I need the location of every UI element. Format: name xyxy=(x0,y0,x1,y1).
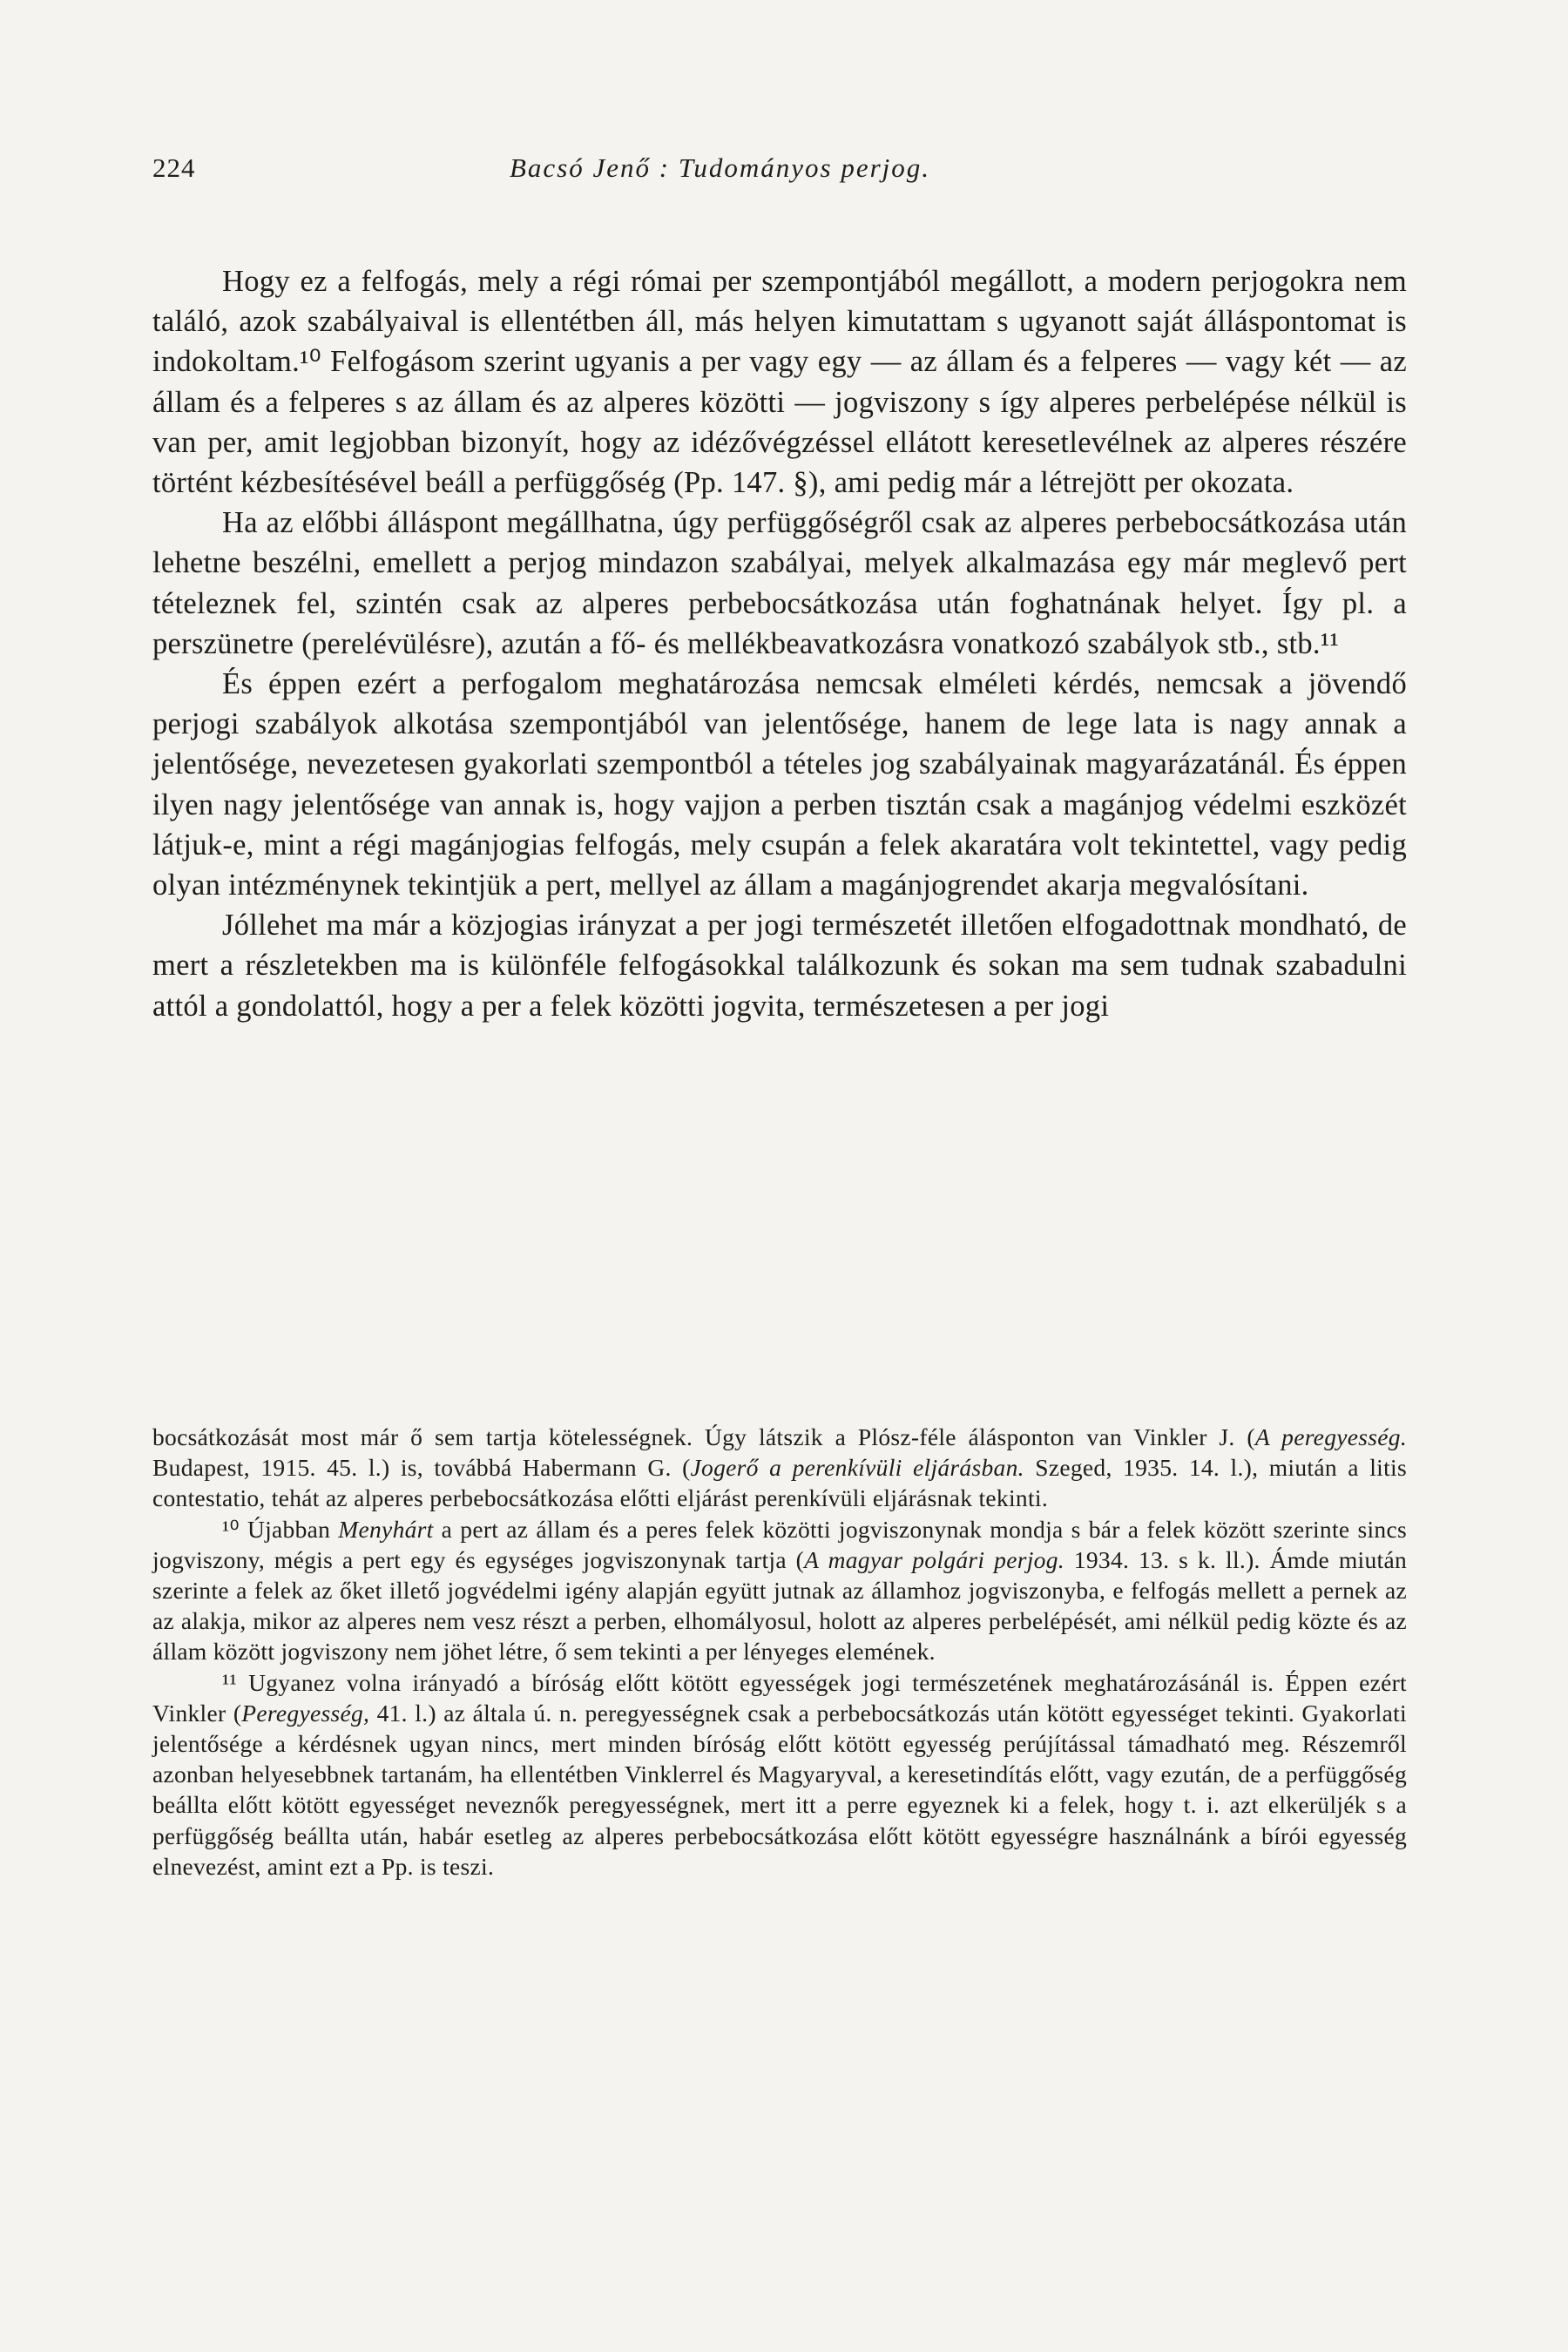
footnote-number: ¹¹ xyxy=(222,1668,238,1696)
paragraph: Ha az előbbi álláspont megállhatna, úgy perfüggőségről csak az alperes perbebocsátkozása után lehetne beszélni, emellett a perjog mindazon szabályai, melyek alkalmazása egy már meglevő pert tételeznek fel, szintén csak az alperes perbebocsátkozása után foghatnának helyet. Így pl. a perszünetre (perelévülésre), azután a fő- és mellékbeavatkozásra vonatkozó szabályok stb., stb.¹¹ xyxy=(152,506,1407,660)
paragraph: És éppen ezért a perfogalom meghatározása nemcsak elméleti kérdés, nemcsak a jövendő perjogi szabályok alkotása szempontjából van jelentősége, hanem de lege lata is nagy annak a jelentősége, nevezetesen gyakorlati szempontból a tételes jog szabályainak magyarázatánál. És éppen ilyen nagy jelentősége van annak is, hogy vajjon a perben tisztán csak a magánjog védelmi eszközét látjuk-e, mint a régi magánjogias felfogás, mely csupán a felek akaratára volt tekintettel, vagy pedig olyan intézménynek tekintjük a pert, mellyel az állam a magánjogrendet akarja megvalósítani. xyxy=(152,667,1407,902)
running-title: Bacsó Jenő : Tudományos perjog. xyxy=(510,152,931,183)
running-head xyxy=(152,152,1407,193)
paragraph: Jóllehet ma már a közjogias irányzat a per jogi természetét illetően elfogadottnak mondható, de mert a részletekben ma is különféle felfogásokkal találkozunk és sokan ma sem tudnak szabadulni attól a gondolattól, hogy a per a felek közötti jogvita, természetesen a per jogi xyxy=(152,909,1407,1023)
page-number: 224 xyxy=(152,152,196,183)
main-text xyxy=(152,261,1407,1026)
paragraph: Hogy ez a felfogás, mely a régi római per szempontjából megállott, a modern perjogokra nem találó, azok szabályaival is ellentétben áll, más helyen kimutattam s ugyanott saját álláspontomat is indokoltam.¹⁰ Felfogásom szerint ugyanis a per vagy egy — az állam és a felperes — vagy két — az állam és a felperes s az állam és az alperes közötti — jogviszony s így alperes perbelépése nélkül is van per, amit legjobban bizonyít, hogy az idézővégzéssel ellátott keresetlevélnek az alperes részére történt kézbesítésével beáll a perfüggőség (Pp. 147. §), ami pedig már a létrejött per okozata. xyxy=(152,265,1407,500)
footnote-10: ¹⁰ Újabban Menyhárt a pert az állam és a peres felek közötti jogviszonynak mondja s bár a felek között szerinte sincs jogviszony, mégis a pert egy és egységes jogviszonynak tartja (A magyar polgári perjog. 1934. 13. s k. ll.). Ámde miután szerinte a felek az őket illető jogvédelmi igény alapján együtt jutnak az államhoz jogviszonyba, e felfogás mellett a pernek az az alakja, mikor az alperes nem vesz részt a perben, elhomályosul, holott az alperes perbelépését, ami nélkül pedig közte és az állam között jogviszony nem jöhet létre, ő sem tekinti a per lényeges elemének. xyxy=(152,1515,1407,1666)
footnote-continuation: bocsátkozását most már ő sem tartja kötelességnek. Úgy látszik a Plósz-féle álásponton van Vinkler J. (A peregyesség. Budapest, 1915. 45. l.) is, továbbá Habermann G. (Jogerő a perenkívüli eljárásban. Szeged, 1935. 14. l.), miután a litis contestatio, tehát az alperes perbebocsátkozása előtti eljárást perenkívüli eljárásnak tekinti. xyxy=(152,1423,1407,1512)
footnotes xyxy=(152,1422,1407,1882)
footnote-11: ¹¹ Ugyanez volna irányadó a bíróság előtt kötött egyességek jogi természetének meghatározásánál is. Éppen ezért Vinkler (Peregyesség, 41. l.) az általa ú. n. peregyességnek csak a perbebocsátkozás után kötött egyességet tekinti. Gyakorlati jelentősége a kérdésnek ugyan nincs, mert minden bíróság előtt kötött egyesség perújítással támadható meg. Részemről azonban helyesebbnek tartanám, ha ellentétben Vinklerrel és Magyaryval, a keresetindítás előtt, vagy ezután, de a perfüggőség beállta előtt kötött egyességet neveznők peregyességnek, mert itt a perre egyeznek ki a felek, hogy t. i. azt elkerüljék s a perfüggőség beállta után, habár esetleg az alperes perbebocsátkozása előtt kötött egyességre használnánk a bírói egyesség elnevezést, amint ezt a Pp. is teszi. xyxy=(152,1668,1407,1880)
footnote-number: ¹⁰ xyxy=(222,1515,240,1543)
